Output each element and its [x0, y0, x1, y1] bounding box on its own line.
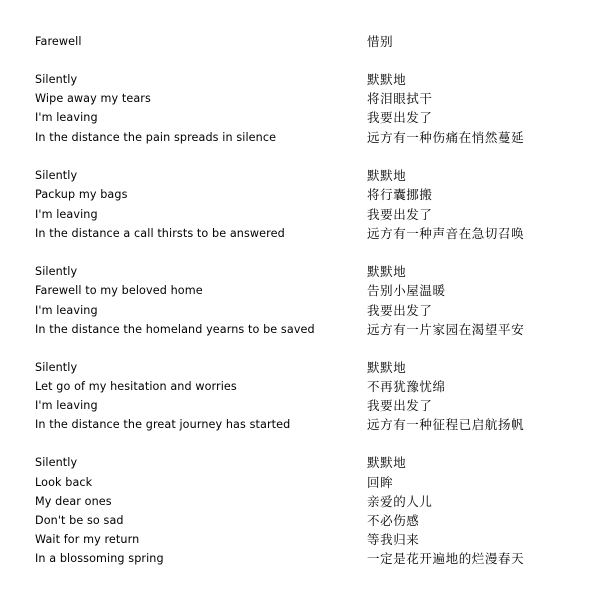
- stanza-3-english-line-3: I'm leaving: [35, 304, 98, 317]
- stanza-1-chinese-line-2: 将泪眼拭干: [367, 91, 433, 106]
- stanza-2-english-line-4: In the distance a call thirsts to be answered: [35, 227, 285, 240]
- stanza-1-english-line-1: Silently: [35, 73, 78, 86]
- stanza-5-chinese-line-3: 亲爱的人儿: [367, 494, 433, 509]
- stanza-3-chinese-line-2: 告别小屋温暖: [367, 283, 446, 298]
- stanza-2-chinese-line-3: 我要出发了: [367, 207, 433, 222]
- stanza-2-english-line-1: Silently: [35, 169, 78, 182]
- stanza-5-english-line-1: Silently: [35, 456, 78, 469]
- stanza-5-english-line-2: Look back: [35, 476, 93, 489]
- poem-title-chinese: 惜别: [367, 34, 394, 49]
- stanza-4-chinese-line-4: 远方有一种征程已启航扬帆: [367, 417, 525, 432]
- stanza-1-english-line-2: Wipe away my tears: [35, 92, 151, 105]
- stanza-1-chinese-line-4: 远方有一种伤痛在悄然蔓延: [367, 130, 525, 145]
- stanza-5-english-line-3: My dear ones: [35, 495, 112, 508]
- stanza-3-english-line-1: Silently: [35, 265, 78, 278]
- poem-title-english: Farewell: [35, 35, 82, 48]
- stanza-4-chinese-line-2: 不再犹豫忧绵: [367, 379, 446, 394]
- stanza-3-english-line-2: Farewell to my beloved home: [35, 284, 203, 297]
- stanza-5-english-line-6: In a blossoming spring: [35, 552, 164, 565]
- stanza-4-english-line-3: I'm leaving: [35, 399, 98, 412]
- stanza-5-chinese-line-6: 一定是花开遍地的烂漫春天: [367, 551, 525, 566]
- stanza-2-chinese-line-4: 远方有一种声音在急切召唤: [367, 226, 525, 241]
- stanza-4-chinese-line-1: 默默地: [367, 360, 407, 375]
- stanza-5-english-line-4: Don't be so sad: [35, 514, 124, 527]
- stanza-2-english-line-2: Packup my bags: [35, 188, 128, 201]
- stanza-4-english-line-1: Silently: [35, 361, 78, 374]
- stanza-3-english-line-4: In the distance the homeland yearns to be saved: [35, 323, 315, 336]
- stanza-3-chinese-line-4: 远方有一片家园在渴望平安: [367, 322, 525, 337]
- stanza-1-english-line-4: In the distance the pain spreads in silence: [35, 131, 277, 144]
- stanza-4-english-line-2: Let go of my hesitation and worries: [35, 380, 237, 393]
- stanza-2-chinese-line-1: 默默地: [367, 168, 407, 183]
- stanza-5-chinese-line-1: 默默地: [367, 455, 407, 470]
- stanza-2-english-line-3: I'm leaving: [35, 208, 98, 221]
- stanza-4-english-line-4: In the distance the great journey has started: [35, 418, 291, 431]
- stanza-2-chinese-line-2: 将行囊挪搬: [367, 187, 433, 202]
- stanza-1-chinese-line-3: 我要出发了: [367, 110, 433, 125]
- stanza-5-chinese-line-2: 回眸: [367, 475, 394, 490]
- stanza-5-chinese-line-4: 不必伤感: [367, 513, 420, 528]
- stanza-3-chinese-line-1: 默默地: [367, 264, 407, 279]
- stanza-1-english-line-3: I'm leaving: [35, 111, 98, 124]
- stanza-5-english-line-5: Wait for my return: [35, 533, 140, 546]
- stanza-4-chinese-line-3: 我要出发了: [367, 398, 433, 413]
- stanza-3-chinese-line-3: 我要出发了: [367, 303, 433, 318]
- stanza-5-chinese-line-5: 等我归来: [367, 532, 420, 547]
- stanza-1-chinese-line-1: 默默地: [367, 72, 407, 87]
